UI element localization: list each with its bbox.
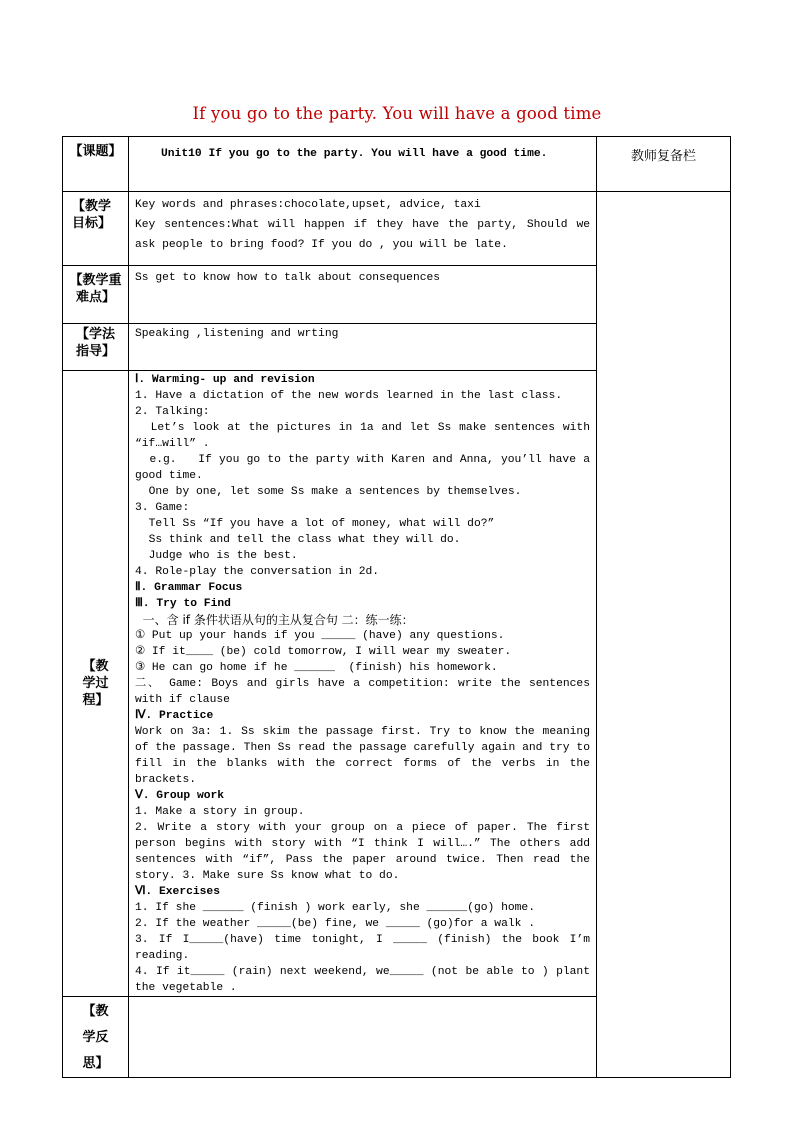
label-method: 【学法指导】 bbox=[75, 327, 115, 359]
section-warming-up: Ⅰ. Warming- up and revision bbox=[135, 374, 315, 386]
process-line: ② If it____ (be) cold tomorrow, I will wear my sweater. bbox=[135, 646, 512, 658]
teacher-notes-column bbox=[597, 192, 731, 1078]
label-goals: 【教学目标】 bbox=[71, 199, 111, 231]
page-title: If you go to the party. You will have a good time bbox=[192, 104, 602, 123]
process-line: Work on 3a: 1. Ss skim the passage first. Try to know the meaning of the passage. Then Ss read the passage carefully again and try to fill in the blanks with the correct forms of the verbs in the brackets. bbox=[135, 726, 597, 786]
process-line: 4. Role-play the conversation in 2d. bbox=[135, 566, 380, 578]
process-line: Let’s look at the pictures in 1a and let Ss make sentences with “if…will” . bbox=[135, 422, 597, 450]
goals-line-2: Key sentences:What will happen if they have the party, Should we ask people to bring food? If you do , you will be late. bbox=[135, 219, 597, 251]
goals-line-1: Key words and phrases:chocolate,upset, advice, taxi bbox=[135, 199, 481, 211]
reflection-content bbox=[129, 997, 597, 1078]
process-line: Tell Ss “If you have a lot of money, what will do?” bbox=[135, 518, 495, 530]
label-topic: 【课题】 bbox=[69, 144, 122, 159]
process-line: e.g. If you go to the party with Karen and Anna, you’ll have a good time. bbox=[135, 454, 597, 482]
process-line: 4. If it_____ (rain) next weekend, we_____ (not be able to ) plant the vegetable . bbox=[135, 966, 597, 994]
process-line: 1. Have a dictation of the new words learned in the last class. bbox=[135, 390, 563, 402]
section-group-work: Ⅴ. Group work bbox=[135, 790, 225, 802]
key-points-content: Ss get to know how to talk about consequences bbox=[135, 272, 441, 284]
process-line: 2. Talking: bbox=[135, 406, 210, 418]
section-exercises: Ⅵ. Exercises bbox=[135, 886, 220, 898]
label-reflection: 【教学反思】 bbox=[82, 1004, 109, 1071]
process-line: 3. If I_____(have) time tonight, I _____ (finish) the book I’m reading. bbox=[135, 934, 597, 962]
lesson-plan-table bbox=[62, 136, 731, 1078]
label-key-points: 【教学重难点】 bbox=[69, 273, 122, 305]
section-grammar-focus: Ⅱ. Grammar Focus bbox=[135, 582, 243, 594]
method-content: Speaking ,listening and wrting bbox=[135, 328, 339, 340]
process-line: 2. If the weather _____(be) fine, we _____ (go)for a walk . bbox=[135, 918, 535, 930]
process-line: 二、 Game: Boys and girls have a competition: write the sentences with if clause bbox=[135, 678, 597, 706]
goals-content bbox=[129, 192, 596, 255]
label-process: 【教学过程】 bbox=[82, 659, 109, 708]
teacher-notes-header: 教师复备栏 bbox=[630, 149, 696, 164]
process-line: ③ He can go home if he ______ (finish) his homework. bbox=[135, 662, 498, 674]
process-line: 1. If she ______ (finish ) work early, she ______(go) home. bbox=[135, 902, 535, 914]
row-goals bbox=[63, 192, 731, 266]
process-line: 一、含 if 条件状语从句的主从复合句 二：练一练： bbox=[135, 613, 414, 627]
process-line: ① Put up your hands if you _____ (have) any questions. bbox=[135, 630, 505, 642]
process-line: Ss think and tell the class what they will do. bbox=[135, 534, 461, 546]
process-line: 1. Make a story in group. bbox=[135, 806, 305, 818]
process-line: 3. Game: bbox=[135, 502, 190, 514]
section-try-to-find: Ⅲ. Try to Find bbox=[135, 598, 231, 610]
section-practice: Ⅳ. Practice bbox=[135, 710, 214, 722]
process-line: Judge who is the best. bbox=[135, 550, 298, 562]
process-content bbox=[129, 371, 596, 996]
process-line: One by one, let some Ss make a sentences by themselves. bbox=[135, 486, 522, 498]
row-topic bbox=[63, 137, 731, 192]
process-line: 2. Write a story with your group on a piece of paper. The first person begins with story with “I think I will….” The others add sentences with “if”, Pass the paper around twice. Then read the story. 3. Make sure Ss know what to do. bbox=[135, 822, 597, 882]
topic-text: Unit10 If you go to the party. You will have a good time. bbox=[161, 148, 548, 160]
